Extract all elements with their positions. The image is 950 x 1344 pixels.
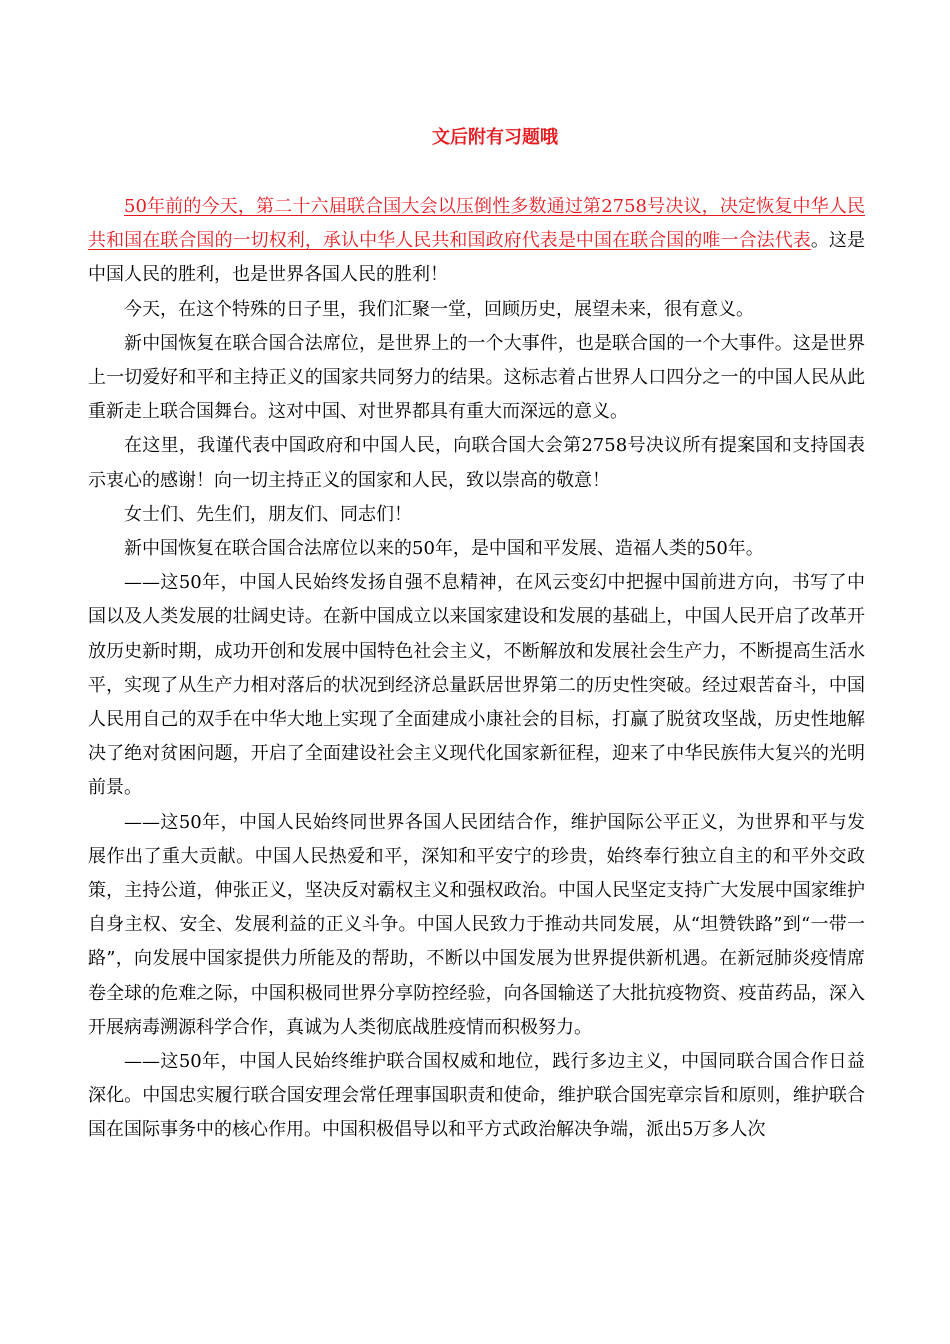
paragraph-1-text: 。这是中国人民的胜利，也是世界各国人民的胜利！ — [88, 230, 866, 286]
paragraph-1 — [88, 190, 865, 293]
paragraph-8: ——这50年，中国人民始终同世界各国人民团结合作，维护国际公平正义，为世界和平与发展作出了重大贡献。中国人民热爱和平，深知和平安宁的珍贵，始终奉行独立自主的和平外交政策，主持公道，伸张正义，坚决反对霸权主义和强权政治。中国人民坚定支持广大发展中国家维护自身主权、安全、发展利益的正义斗争。中国人民致力于推动共同发展，从“坦赞铁路”到“一带一路”，向发展中国家提供力所能及的帮助，不断以中国发展为世界提供新机遇。在新冠肺炎疫情席卷全球的危难之际，中国积极同世界分享防控经验，向各国输送了大批抗疫物资、疫苗药品，深入开展病毒溯源科学合作，真诚为人类彻底战胜疫情而积极努力。 — [88, 811, 865, 1038]
paragraph-5: 女士们、先生们，朋友们、同志们！ — [124, 503, 412, 525]
paragraph-9: ——这50年，中国人民始终维护联合国权威和地位，践行多边主义，中国同联合国合作日益深化。中国忠实履行联合国安理会常任理事国职责和使命，维护联合国宪章宗旨和原则，维护联合国在国际事务中的核心作用。中国积极倡导以和平方式政治解决争端，派出5万多人次 — [88, 1051, 865, 1141]
highlighted-red-text: 50年前的今天，第二十六届联合国大会以压倒性多数通过第2758号决议，决定恢复中华人民共和国在联合国的一切权利，承认中华人民共和国政府代表是中国在联合国的唯一合法代表 — [88, 196, 865, 252]
paragraph-7: ——这50年，中国人民始终发扬自强不息精神，在风云变幻中把握中国前进方向，书写了中国以及人类发展的壮阔史诗。在新中国成立以来国家建设和发展的基础上，中国人民开启了改革开放历史新时期，成功开创和发展中国特色社会主义，不断解放和发展社会生产力，不断提高生活水平，实现了从生产力相对落后的状况到经济总量跃居世界第二的历史性突破。经过艰苦奋斗，中国人民用自己的双手在中华大地上实现了全面建成小康社会的目标，打赢了脱贫攻坚战，历史性地解决了绝对贫困问题，开启了全面建设社会主义现代化国家新征程，迎来了中华民族伟大复兴的光明前景。 — [88, 572, 865, 799]
paragraph-2: 今天，在这个特殊的日子里，我们汇聚一堂，回顾历史，展望未来，很有意义。 — [124, 298, 754, 320]
paragraph-3: 新中国恢复在联合国合法席位，是世界上的一个大事件，也是联合国的一个大事件。这是世界上一切爱好和平和主持正义的国家共同努力的结果。这标志着占世界人口四分之一的中国人民从此重新走上联合国舞台。这对中国、对世界都具有重大而深远的意义。 — [88, 332, 865, 423]
page-title: 文后附有习题哦 — [432, 127, 558, 148]
paragraph-4: 在这里，我谨代表中国政府和中国人民，向联合国大会第2758号决议所有提案国和支持国表示衷心的感谢！向一切主持正义的国家和人民，致以崇高的敬意！ — [88, 435, 865, 491]
paragraph-6: 新中国恢复在联合国合法席位以来的50年，是中国和平发展、造福人类的50年。 — [124, 538, 764, 560]
article-body — [88, 190, 865, 1148]
